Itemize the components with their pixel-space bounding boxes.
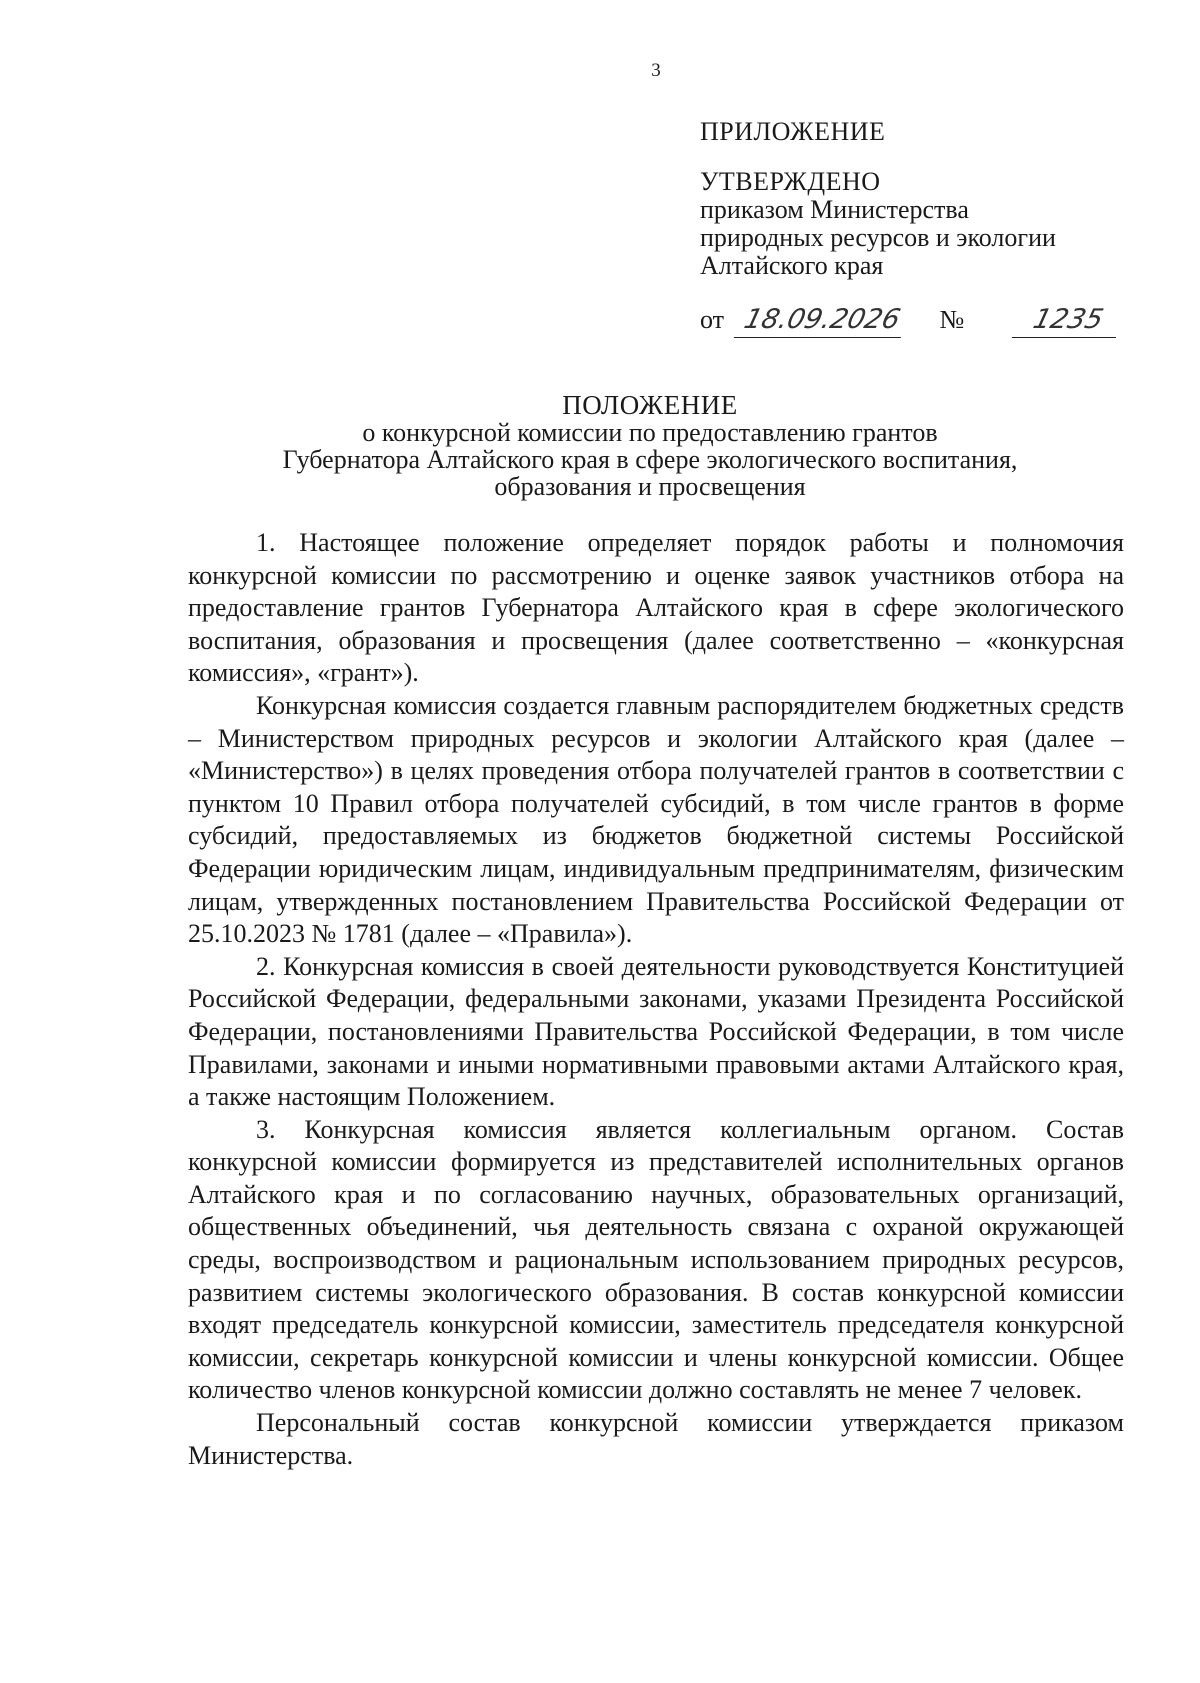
order-line-2: природных ресурсов и экологии: [700, 223, 1056, 252]
order-line-1: приказом Министерства: [700, 195, 969, 224]
date-prefix: от: [700, 305, 725, 334]
document-body: [188, 527, 1124, 1472]
page-number: 3: [651, 60, 661, 81]
paragraph-5: Персональный состав конкурсной комиссии утверждается приказом Министерства.: [188, 1408, 1124, 1470]
title-line-2: Губернатора Алтайского края в сфере экологического воспитания,: [282, 445, 1018, 474]
order-line-3: Алтайского края: [700, 251, 884, 280]
title-main: ПОЛОЖЕНИЕ: [562, 390, 738, 420]
title-line-3: образования и просвещения: [494, 472, 806, 501]
handwritten-number: 1235: [1012, 304, 1124, 338]
title-line-1: о конкурсной комиссии по предоставлению грантов: [362, 418, 938, 447]
paragraph-1: 1. Настоящее положение определяет порядок работы и полномочия конкурсной комиссии по рассмотрению и оценке заявок участников отбора на предоставление грантов Губернатора Алтайского края в сфере экологического воспитания, образования и просвещения (далее соответственно – «конкурсная комиссия», «грант»).: [188, 528, 1124, 688]
order-reference: [700, 304, 1120, 338]
appendix-block: [700, 118, 1160, 280]
appendix-label: ПРИЛОЖЕНИЕ: [700, 117, 886, 146]
number-sign: №: [939, 305, 965, 334]
document-title: [180, 392, 1120, 500]
handwritten-date: 18.09.2026: [734, 304, 910, 338]
paragraph-3: 2. Конкурсная комиссия в своей деятельности руководствуется Конституцией Российской Федерации, федеральными законами, указами Президента Российской Федерации, постановлениями Правительства Российской Федерации, в том числе Правилами, законами и иными нормативными правовыми актами Алтайского края, а также настоящим Положением.: [188, 951, 1124, 1112]
paragraph-2: Конкурсная комиссия создается главным распорядителем бюджетных средств – Министерством природных ресурсов и экологии Алтайского края (далее – «Министерство») в целях проведения отбора получателей грантов в соответствии с пунктом 10 Правил отбора получателей субсидий, в том числе грантов в форме субсидий, предоставляемых из бюджетов бюджетной системы Российской Федерации юридическим лицам, индивидуальным предпринимателям, физическим лицам, утвержденных постановлением Правительства Российской Федерации от 25.10.2023 № 1781 (далее – «Правила»).: [188, 690, 1124, 949]
approved-label: УТВЕРЖДЕНО: [700, 167, 881, 196]
paragraph-4: 3. Конкурсная комиссия является коллегиальным органом. Состав конкурсной комиссии формируется из представителей исполнительных органов Алтайского края и по согласованию научных, образовательных организаций, общественных объединений, чья деятельность связана с охраной окружающей среды, воспроизводством и рациональным использованием природных ресурсов, развитием системы экологического образования. В состав конкурсной комиссии входят председатель конкурсной комиссии, заместитель председателя конкурсной комиссии, секретарь конкурсной комиссии и члены конкурсной комиссии. Общее количество членов конкурсной комиссии должно составлять не менее 7 человек.: [188, 1114, 1124, 1405]
